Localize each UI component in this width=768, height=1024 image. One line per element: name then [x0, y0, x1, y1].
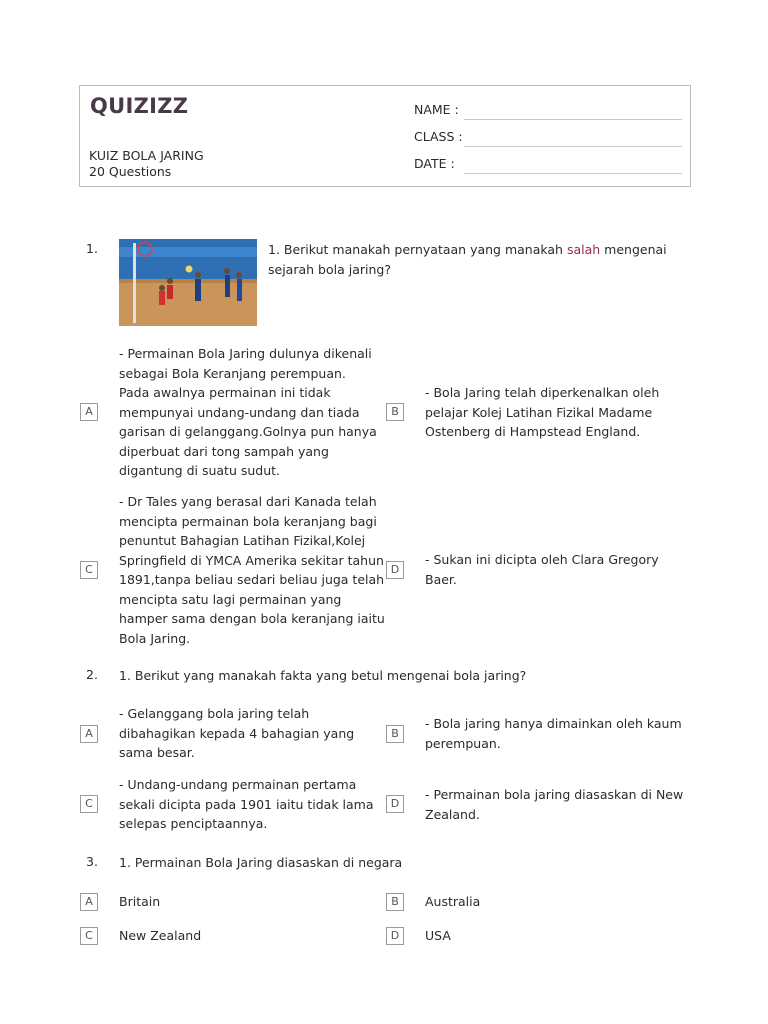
- netball-photo: [119, 239, 257, 326]
- q1-option-b-text[interactable]: - Bola Jaring telah diperkenalkan oleh pelajar Kolej Latihan Fizikal Madame Ostenberg di Hampstead England.: [425, 385, 660, 439]
- date-line: [464, 173, 682, 174]
- question-1-number: 1.: [86, 241, 98, 256]
- q3-option-b-text[interactable]: Australia: [425, 894, 481, 909]
- q3-option-c-text[interactable]: New Zealand: [119, 928, 202, 943]
- q3-option-d-letter[interactable]: D: [386, 927, 404, 945]
- question-1-text-after: mengenai sejarah bola jaring?: [268, 242, 667, 277]
- class-field[interactable]: [414, 129, 682, 147]
- q2-option-a-letter[interactable]: A: [80, 725, 98, 743]
- question-3-text: 1. Permainan Bola Jaring diasaskan di negara: [119, 855, 403, 870]
- date-field[interactable]: [414, 156, 682, 174]
- q1-option-a-text[interactable]: - Permainan Bola Jaring dulunya dikenali sebagai Bola Keranjang perempuan. Pada awalnya permainan ini tidak mempunyai undang-undang dan tiada garisan di gelanggang.Golnya pun hanya diperbuat dari tong sampah yang digantung di suatu sudut.: [119, 346, 377, 478]
- q3-option-d-text[interactable]: USA: [425, 928, 451, 943]
- quiz-title: KUIZ BOLA JARING: [89, 148, 204, 163]
- q2-option-a-text[interactable]: - Gelanggang bola jaring telah dibahagikan kepada 4 bahagian yang sama besar.: [119, 706, 355, 760]
- name-line: [464, 119, 682, 120]
- q1-option-c-letter[interactable]: C: [80, 561, 98, 579]
- q2-option-b-letter[interactable]: B: [386, 725, 404, 743]
- quizizz-logo: QUIZIZZ: [90, 94, 189, 118]
- q2-option-d-text[interactable]: - Permainan bola jaring diasaskan di New Zealand.: [425, 787, 684, 822]
- question-3-number: 3.: [86, 854, 98, 869]
- date-label: DATE :: [414, 156, 455, 171]
- q1-option-c-text[interactable]: - Dr Tales yang berasal dari Kanada telah mencipta permainan bola keranjang bagi penuntut Bahagian Latihan Fizikal,Kolej Springfield di YMCA Amerika sekitar tahun 1891,tanpa beliau sedari beliau juga telah mencipta satu lagi permainan yang hamper sama dengan bola keranjang iaitu Bola Jaring.: [119, 494, 385, 646]
- quiz-title-block: [89, 148, 204, 180]
- worksheet-header: [79, 85, 691, 187]
- question-1-text: [268, 240, 688, 279]
- name-field[interactable]: [414, 102, 682, 120]
- q2-option-c-letter[interactable]: C: [80, 795, 98, 813]
- question-1-text-before: 1. Berikut manakah pernyataan yang manakah: [268, 242, 567, 257]
- name-label: NAME :: [414, 102, 459, 117]
- class-label: CLASS :: [414, 129, 463, 144]
- q1-option-d-letter[interactable]: D: [386, 561, 404, 579]
- q2-option-c-text[interactable]: - Undang-undang permainan pertama sekali dicipta pada 1901 iaitu tidak lama selepas penciptaannya.: [119, 777, 374, 831]
- q1-option-b-letter[interactable]: B: [386, 403, 404, 421]
- question-2-text: 1. Berikut yang manakah fakta yang betul mengenai bola jaring?: [119, 668, 527, 683]
- question-1-highlight: salah: [566, 242, 601, 257]
- q2-option-d-letter[interactable]: D: [386, 795, 404, 813]
- q3-option-a-letter[interactable]: A: [80, 893, 98, 911]
- question-count: 20 Questions: [89, 164, 172, 179]
- q3-option-c-letter[interactable]: C: [80, 927, 98, 945]
- q1-option-a-letter[interactable]: A: [80, 403, 98, 421]
- q1-option-d-text[interactable]: - Sukan ini dicipta oleh Clara Gregory Baer.: [425, 552, 659, 587]
- class-line: [464, 146, 682, 147]
- q3-option-a-text[interactable]: Britain: [119, 894, 161, 909]
- q3-option-b-letter[interactable]: B: [386, 893, 404, 911]
- question-2-number: 2.: [86, 667, 98, 682]
- q2-option-b-text[interactable]: - Bola jaring hanya dimainkan oleh kaum perempuan.: [425, 716, 682, 751]
